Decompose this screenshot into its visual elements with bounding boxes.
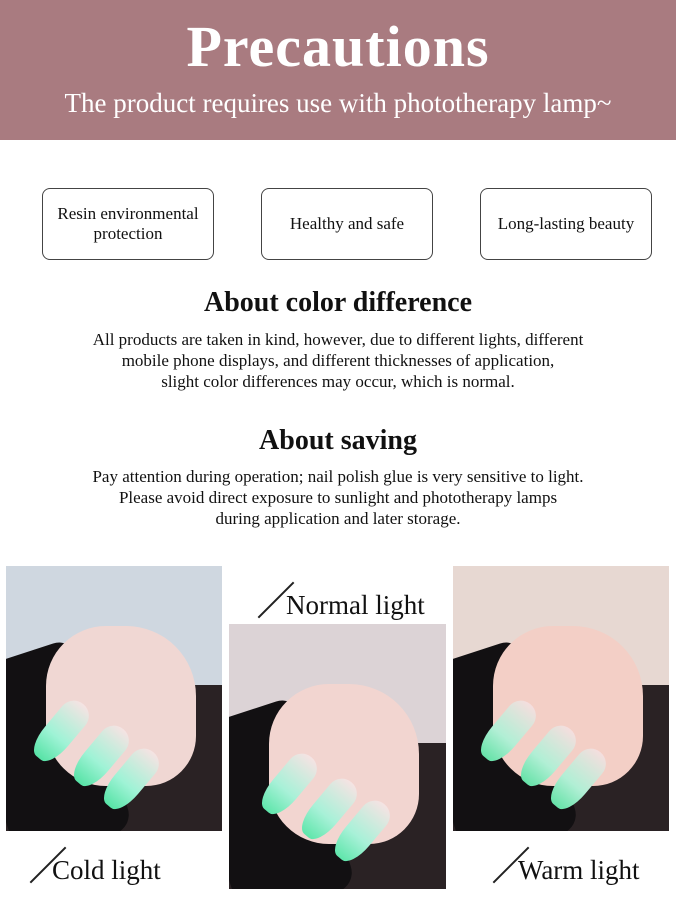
page-title: Precautions	[186, 14, 490, 79]
feature-label: Long-lasting beauty	[497, 214, 635, 233]
label-normal-light: Normal light	[286, 590, 425, 620]
header-banner	[0, 0, 676, 140]
saving-text: Pay attention during operation; nail polish glue is very sensitive to light. Please avoid direct exposure to sunlight and phototherapy lamps during application and later storage.	[92, 467, 584, 528]
label-cold-light: Cold light	[52, 855, 161, 885]
saving-heading: About saving	[259, 425, 417, 456]
feature-label: Healthy and safe	[289, 214, 405, 233]
label-warm-light: Warm light	[518, 855, 640, 885]
nail-photo-normal	[229, 624, 446, 889]
color-difference-heading: About color difference	[203, 287, 473, 318]
feature-box-resin	[42, 188, 214, 260]
feature-box-lasting	[480, 188, 652, 260]
nail-photo-warm	[453, 566, 669, 831]
feature-box-healthy	[261, 188, 433, 260]
nail-photo-cold	[6, 566, 222, 831]
page-subtitle: The product requires use with phototherapy lamp~	[64, 88, 612, 118]
color-difference-text: All products are taken in kind, however, due to different lights, different mobile phone displays, and different thicknesses of application, slight color differences may occur, which is normal.	[92, 330, 584, 391]
feature-label: Resin environmental protection	[57, 204, 199, 243]
